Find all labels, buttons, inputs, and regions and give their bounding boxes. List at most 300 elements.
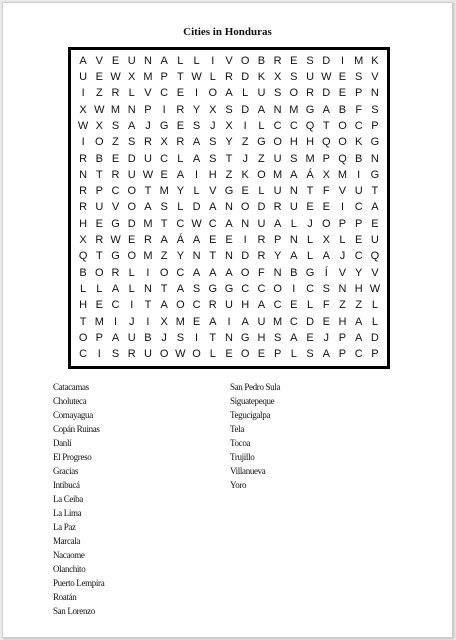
grid-letter: Z	[355, 299, 363, 312]
grid-letter: A	[322, 348, 330, 361]
grid-letter: G	[208, 283, 218, 296]
grid-letter: H	[79, 217, 88, 230]
grid-letter: T	[160, 283, 168, 296]
grid-letter: I	[243, 234, 247, 247]
grid-letter: R	[95, 234, 104, 247]
grid-letter: O	[127, 201, 136, 214]
grid-letter: N	[225, 250, 233, 263]
word-list-item: El Progreso	[53, 452, 92, 462]
grid-letter: T	[322, 119, 330, 132]
grid-letter: A	[192, 234, 201, 247]
grid-letter: B	[95, 152, 103, 165]
grid-letter: R	[143, 136, 152, 149]
grid-letter: S	[273, 87, 282, 100]
grid-letter: C	[273, 119, 282, 132]
grid-letter: N	[192, 250, 201, 263]
grid-letter: U	[79, 70, 88, 83]
grid-letter: S	[322, 283, 330, 296]
grid-letter: P	[338, 217, 347, 230]
word-list-item: Tegucigalpa	[230, 410, 270, 420]
grid-letter: I	[292, 283, 296, 296]
grid-letter: S	[128, 136, 136, 149]
grid-letter: U	[354, 185, 363, 198]
word-list-item: La Ceiba	[53, 494, 83, 504]
grid-letter: I	[195, 332, 199, 345]
grid-letter: I	[130, 299, 134, 312]
grid-letter: E	[371, 217, 379, 230]
grid-letter: L	[242, 87, 249, 100]
grid-letter: O	[240, 201, 250, 214]
grid-letter: U	[273, 185, 282, 198]
grid-letter: H	[257, 332, 266, 345]
grid-letter: N	[370, 152, 379, 165]
grid-letter: I	[195, 168, 199, 181]
grid-letter: S	[111, 348, 120, 361]
grid-letter: J	[145, 119, 151, 132]
grid-letter: O	[95, 266, 104, 279]
grid-letter: A	[144, 201, 152, 214]
grid-letter: W	[369, 283, 381, 296]
grid-letter: I	[162, 103, 166, 116]
word-list-item: San Pedro Sula	[230, 382, 281, 392]
grid-letter: X	[273, 70, 282, 83]
grid-letter: S	[355, 70, 363, 83]
grid-letter: N	[289, 234, 298, 247]
grid-letter: A	[209, 266, 217, 279]
grid-letter: A	[209, 201, 217, 214]
grid-letter: C	[176, 217, 185, 230]
grid-letter: T	[176, 70, 184, 83]
grid-letter: M	[143, 250, 153, 263]
grid-letter: M	[159, 185, 169, 198]
grid-letter: G	[224, 185, 234, 198]
grid-letter: W	[110, 234, 121, 247]
grid-letter: L	[80, 283, 87, 296]
grid-letter: K	[371, 54, 379, 67]
grid-letter: N	[273, 266, 282, 279]
grid-letter: O	[159, 348, 169, 361]
grid-letter: P	[322, 152, 330, 165]
grid-letter: X	[160, 136, 168, 149]
grid-letter: M	[305, 152, 315, 165]
grid-letter: X	[160, 315, 168, 328]
grid-letter: G	[370, 136, 380, 149]
grid-letter: L	[339, 234, 346, 247]
word-list-item: Puerto Lempira	[53, 578, 105, 588]
grid-letter: I	[340, 201, 344, 214]
grid-letter: K	[257, 70, 266, 83]
grid-letter: J	[161, 332, 167, 345]
grid-letter: E	[306, 332, 314, 345]
grid-letter: C	[160, 87, 169, 100]
grid-letter: S	[290, 70, 298, 83]
grid-letter: Q	[321, 136, 331, 149]
grid-letter: S	[209, 152, 217, 165]
grid-letter: D	[241, 250, 250, 263]
grid-letter: I	[195, 87, 199, 100]
grid-letter: I	[340, 54, 344, 67]
grid-letter: A	[355, 332, 363, 345]
grid-letter: V	[371, 266, 379, 279]
grid-letter: H	[338, 315, 347, 328]
grid-letter: O	[208, 87, 218, 100]
grid-letter: E	[355, 234, 363, 247]
grid-letter: M	[143, 217, 153, 230]
grid-letter: Á	[306, 168, 314, 181]
grid-letter: E	[111, 54, 120, 67]
grid-letter: A	[160, 234, 168, 247]
grid-letter: L	[209, 348, 216, 361]
grid-letter: C	[79, 348, 88, 361]
grid-letter: A	[355, 315, 363, 328]
grid-letter: N	[370, 87, 379, 100]
grid-letter: E	[95, 70, 103, 83]
word-list-item: Siguatepeque	[230, 396, 275, 406]
grid-letter: F	[258, 266, 265, 279]
grid-letter: B	[79, 266, 87, 279]
grid-letter: E	[322, 201, 330, 214]
grid-letter: M	[110, 103, 121, 116]
grid-letter: G	[370, 168, 380, 181]
grid-letter: W	[321, 70, 332, 83]
word-list-item: Choluteca	[53, 396, 87, 406]
grid-letter: Z	[258, 152, 265, 165]
grid-letter: Q	[305, 119, 315, 132]
grid-letter: D	[241, 70, 250, 83]
grid-letter: O	[338, 136, 347, 149]
grid-letter: C	[257, 283, 266, 296]
word-list-item: Intibucá	[53, 480, 80, 490]
grid-letter: Z	[112, 136, 119, 149]
grid-letter: E	[290, 299, 298, 312]
grid-letter: L	[128, 87, 135, 100]
grid-letter: A	[273, 217, 282, 230]
grid-letter: O	[257, 168, 266, 181]
grid-letter: P	[95, 185, 103, 198]
grid-letter: H	[354, 283, 363, 296]
grid-letter: Z	[241, 136, 249, 149]
grid-letter: C	[354, 119, 363, 132]
grid-letter: G	[111, 217, 120, 230]
grid-letter: I	[113, 315, 118, 328]
grid-letter: R	[79, 152, 88, 165]
grid-letter: C	[192, 299, 201, 312]
grid-letter: R	[127, 348, 136, 361]
grid-letter: G	[305, 103, 315, 116]
grid-letter: Z	[225, 168, 233, 181]
grid-letter: L	[306, 299, 314, 312]
grid-letter: M	[94, 315, 104, 328]
grid-letter: V	[371, 70, 379, 83]
grid-letter: A	[160, 299, 168, 312]
grid-letter: R	[208, 299, 217, 312]
grid-letter: I	[81, 136, 85, 149]
grid-letter: X	[209, 103, 217, 116]
grid-letter: X	[79, 234, 87, 247]
grid-letter: Z	[95, 87, 103, 100]
grid-letter: A	[209, 315, 217, 328]
grid-letter: E	[257, 348, 266, 361]
grid-letter: O	[240, 348, 250, 361]
grid-letter: U	[257, 87, 266, 100]
grid-letter: T	[209, 332, 217, 345]
grid-letter: N	[143, 54, 152, 67]
grid-letter: X	[322, 168, 330, 181]
grid-letter: P	[338, 348, 347, 361]
grid-letter: V	[338, 185, 347, 198]
grid-letter: O	[289, 87, 299, 100]
grid-letter: S	[176, 332, 185, 345]
grid-letter: G	[111, 250, 120, 263]
grid-letter: G	[159, 119, 169, 132]
grid-letter: Y	[273, 250, 282, 263]
grid-letter: I	[243, 119, 247, 132]
grid-letter: O	[240, 54, 250, 67]
grid-letter: L	[258, 119, 265, 132]
grid-letter: A	[225, 217, 233, 230]
grid-letter: O	[95, 136, 104, 149]
grid-letter: R	[225, 70, 233, 83]
grid-letter: T	[371, 185, 379, 198]
grid-letter: O	[240, 266, 250, 279]
grid-letter: T	[95, 168, 103, 181]
grid-letter: Y	[355, 266, 363, 279]
grid-letter: X	[128, 70, 136, 83]
grid-letter: K	[241, 168, 249, 181]
grid-letter: E	[290, 54, 298, 67]
grid-letter: C	[111, 299, 120, 312]
grid-letter: W	[94, 103, 105, 116]
grid-letter: T	[160, 217, 168, 230]
grid-letter: D	[322, 87, 331, 100]
grid-letter: W	[191, 70, 202, 83]
grid-letter: A	[241, 315, 249, 328]
grid-letter: F	[322, 299, 330, 312]
grid-letter: E	[225, 234, 233, 247]
grid-letter: K	[355, 136, 363, 149]
grid-letter: V	[111, 201, 120, 214]
grid-letter: E	[322, 315, 330, 328]
grid-letter: M	[273, 315, 283, 328]
grid-letter: N	[273, 103, 282, 116]
grid-letter: B	[144, 332, 152, 345]
grid-letter: V	[95, 54, 103, 67]
grid-letter: R	[143, 234, 152, 247]
grid-letter: F	[355, 103, 363, 116]
page-title: Cities in Honduras	[183, 26, 272, 38]
grid-letter: O	[159, 266, 169, 279]
grid-letter: L	[371, 315, 378, 328]
grid-letter: X	[225, 119, 233, 132]
word-list-item: Olanchito	[53, 564, 86, 574]
grid-letter: R	[273, 54, 282, 67]
grid-letter: A	[111, 283, 120, 296]
grid-letter: Á	[176, 234, 185, 247]
grid-letter: A	[192, 266, 201, 279]
grid-letter: C	[160, 152, 169, 165]
word-list-item: Nacaome	[53, 550, 85, 560]
grid-letter: A	[257, 103, 266, 116]
word-list-item: San Lorenzo	[53, 606, 95, 616]
grid-letter: C	[176, 266, 185, 279]
grid-letter: Y	[176, 250, 185, 263]
grid-letter: S	[209, 136, 217, 149]
grid-letter: U	[143, 152, 152, 165]
grid-letter: W	[110, 70, 121, 83]
grid-letter: Q	[78, 250, 88, 263]
word-list-item: Tocoa	[230, 438, 251, 448]
grid-letter: I	[81, 87, 85, 100]
grid-letter: A	[79, 54, 87, 67]
grid-letter: D	[322, 54, 331, 67]
word-list-item: Comayagua	[53, 410, 93, 420]
grid-letter: E	[160, 168, 168, 181]
grid-letter: O	[78, 332, 88, 345]
grid-letter: L	[306, 250, 314, 263]
grid-letter: C	[306, 283, 315, 296]
grid-letter: L	[177, 201, 184, 214]
grid-letter: B	[290, 266, 298, 279]
grid-letter: Y	[225, 136, 233, 149]
word-list-item: Catacamas	[53, 382, 89, 392]
grid-letter: A	[128, 119, 136, 132]
word-list-item: Marcala	[53, 536, 81, 546]
grid-letter: N	[143, 283, 152, 296]
grid-letter: A	[192, 152, 201, 165]
grid-letter: C	[241, 283, 250, 296]
grid-letter: D	[192, 201, 201, 214]
grid-letter: D	[306, 315, 315, 328]
grid-letter: A	[192, 136, 201, 149]
grid-letter: I	[146, 315, 150, 328]
grid-letter: I	[211, 54, 215, 67]
grid-letter: E	[306, 201, 314, 214]
word-list-item: Yoro	[230, 480, 247, 490]
grid-letter: U	[273, 152, 282, 165]
grid-letter: O	[338, 119, 347, 132]
document-page	[2, 2, 453, 638]
grid-letter: L	[290, 217, 297, 230]
grid-letter: J	[210, 119, 216, 132]
grid-letter: S	[160, 201, 168, 214]
word-search-grid	[75, 53, 383, 363]
grid-letter: B	[355, 152, 363, 165]
grid-letter: M	[175, 315, 185, 328]
grid-letter: C	[354, 201, 363, 214]
grid-letter: S	[192, 283, 201, 296]
grid-letter: P	[338, 332, 347, 345]
grid-letter: R	[111, 266, 120, 279]
word-list-item: La Paz	[53, 522, 76, 532]
grid-letter: L	[306, 234, 314, 247]
grid-letter: L	[371, 299, 378, 312]
grid-letter: U	[127, 54, 136, 67]
grid-letter: E	[209, 234, 217, 247]
grid-letter: M	[289, 103, 299, 116]
word-list-item: Tela	[230, 424, 244, 434]
grid-letter: L	[128, 266, 135, 279]
grid-letter: A	[322, 250, 330, 263]
grid-letter: X	[322, 234, 330, 247]
grid-letter: R	[257, 250, 266, 263]
grid-letter: L	[177, 152, 184, 165]
grid-letter: D	[257, 201, 266, 214]
grid-letter: U	[306, 70, 315, 83]
grid-letter: V	[144, 87, 152, 100]
grid-letter: S	[306, 54, 314, 67]
grid-letter: N	[79, 168, 88, 181]
grid-letter: E	[95, 217, 103, 230]
grid-letter: J	[339, 250, 346, 263]
grid-letter: O	[176, 299, 185, 312]
grid-letter: M	[143, 70, 153, 83]
grid-letter: S	[371, 103, 379, 116]
word-search-grid-frame	[68, 47, 390, 369]
grid-letter: Q	[338, 152, 347, 165]
grid-letter: I	[146, 266, 150, 279]
grid-letter: M	[337, 168, 348, 181]
grid-letter: A	[225, 266, 233, 279]
grid-letter: U	[127, 332, 136, 345]
grid-letter: T	[306, 185, 314, 198]
grid-letter: N	[338, 283, 347, 296]
grid-letter: A	[225, 87, 233, 100]
grid-letter: R	[111, 168, 120, 181]
grid-letter: R	[176, 103, 185, 116]
grid-letter: S	[225, 103, 233, 116]
grid-letter: J	[128, 315, 135, 328]
grid-letter: A	[111, 332, 120, 345]
grid-letter: J	[307, 217, 313, 230]
grid-letter: R	[79, 201, 88, 214]
grid-letter: G	[305, 266, 315, 279]
grid-letter: H	[306, 136, 315, 149]
grid-letter: A	[160, 54, 168, 67]
grid-letter: Z	[339, 299, 346, 312]
grid-letter: E	[192, 315, 201, 328]
grid-letter: C	[208, 217, 217, 230]
grid-letter: V	[209, 185, 217, 198]
grid-letter: U	[225, 299, 233, 312]
grid-letter: L	[290, 348, 297, 361]
grid-letter: P	[273, 234, 282, 247]
grid-letter: R	[176, 136, 185, 149]
grid-letter: E	[111, 152, 120, 165]
grid-letter: W	[142, 168, 154, 181]
grid-letter: L	[209, 70, 216, 83]
grid-letter: R	[306, 87, 315, 100]
grid-letter: U	[127, 168, 136, 181]
grid-letter: P	[160, 70, 168, 83]
grid-letter: H	[208, 168, 217, 181]
grid-letter: W	[191, 217, 202, 230]
word-list-item: Danlí	[53, 438, 72, 448]
grid-letter: E	[338, 70, 347, 83]
grid-letter: S	[192, 119, 201, 132]
grid-letter: R	[257, 234, 266, 247]
grid-letter: A	[257, 299, 266, 312]
word-list-item: Roatán	[53, 592, 77, 602]
grid-letter: T	[209, 250, 217, 263]
grid-letter: E	[176, 87, 185, 100]
grid-letter: H	[79, 299, 88, 312]
grid-letter: D	[127, 152, 136, 165]
grid-letter: S	[273, 332, 282, 345]
word-list-item: Villanueva	[230, 466, 266, 476]
grid-letter: R	[79, 185, 88, 198]
grid-letter: M	[273, 168, 283, 181]
grid-letter: A	[176, 168, 185, 181]
